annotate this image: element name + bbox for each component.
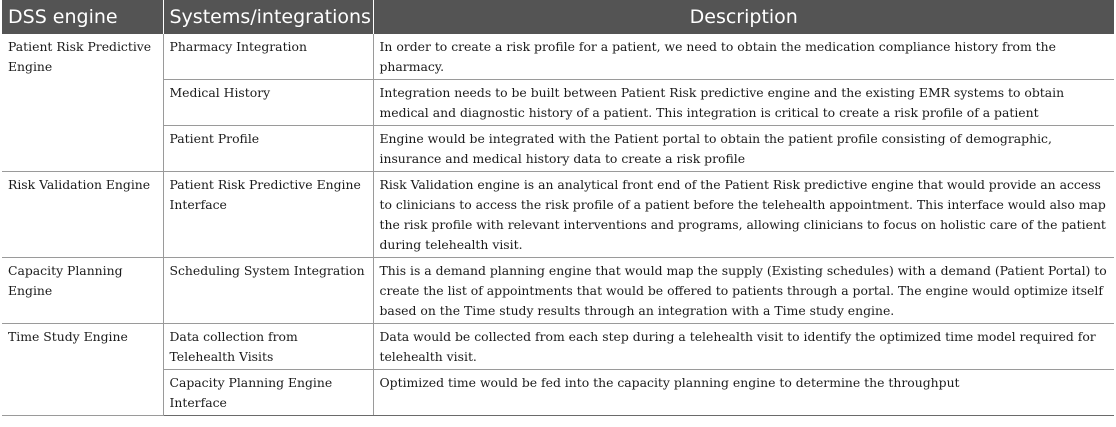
engine-cell: Time Study Engine	[2, 324, 163, 416]
table-row	[2, 126, 1114, 172]
table-row	[2, 172, 1114, 258]
table-row	[2, 80, 1114, 126]
dss-engine-table	[2, 0, 1114, 416]
system-cell: Pharmacy Integration	[163, 34, 373, 80]
table-row	[2, 34, 1114, 80]
description-cell: Data would be collected from each step during a telehealth visit to identify the optimized time model required for telehealth visit.	[373, 324, 1114, 370]
header-systems-integrations: Systems/integrations	[163, 0, 373, 34]
header-row	[2, 0, 1114, 34]
system-cell: Patient Profile	[163, 126, 373, 172]
engine-cell: Risk Validation Engine	[2, 172, 163, 258]
description-cell: Engine would be integrated with the Patient portal to obtain the patient profile consisting of demographic, insurance and medical history data to create a risk profile	[373, 126, 1114, 172]
description-cell: Optimized time would be fed into the capacity planning engine to determine the throughput	[373, 370, 1114, 416]
description-cell: This is a demand planning engine that would map the supply (Existing schedules) with a demand (Patient Portal) to create the list of appointments that would be offered to patients through a portal. The engine would optimize itself based on the Time study results through an integration with a Time study engine.	[373, 258, 1114, 324]
header-description: Description	[373, 0, 1114, 34]
engine-cell: Patient Risk Predictive Engine	[2, 34, 163, 172]
system-cell: Data collection from Telehealth Visits	[163, 324, 373, 370]
system-cell: Patient Risk Predictive Engine Interface	[163, 172, 373, 258]
system-cell: Capacity Planning Engine Interface	[163, 370, 373, 416]
table-row	[2, 370, 1114, 416]
table-row	[2, 258, 1114, 324]
system-cell: Medical History	[163, 80, 373, 126]
description-cell: Risk Validation engine is an analytical front end of the Patient Risk predictive engine that would provide an access to clinicians to access the risk profile of a patient before the telehealth appointment. This interface would also map the risk profile with relevant interventions and programs, allowing clinicians to focus on holistic care of the patient during telehealth visit.	[373, 172, 1114, 258]
description-cell: Integration needs to be built between Patient Risk predictive engine and the existing EMR systems to obtain medical and diagnostic history of a patient. This integration is critical to create a risk profile of a patient	[373, 80, 1114, 126]
system-cell: Scheduling System Integration	[163, 258, 373, 324]
table-row	[2, 324, 1114, 370]
description-cell: In order to create a risk profile for a patient, we need to obtain the medication compliance history from the pharmacy.	[373, 34, 1114, 80]
header-dss-engine: DSS engine	[2, 0, 163, 34]
engine-cell: Capacity Planning Engine	[2, 258, 163, 324]
